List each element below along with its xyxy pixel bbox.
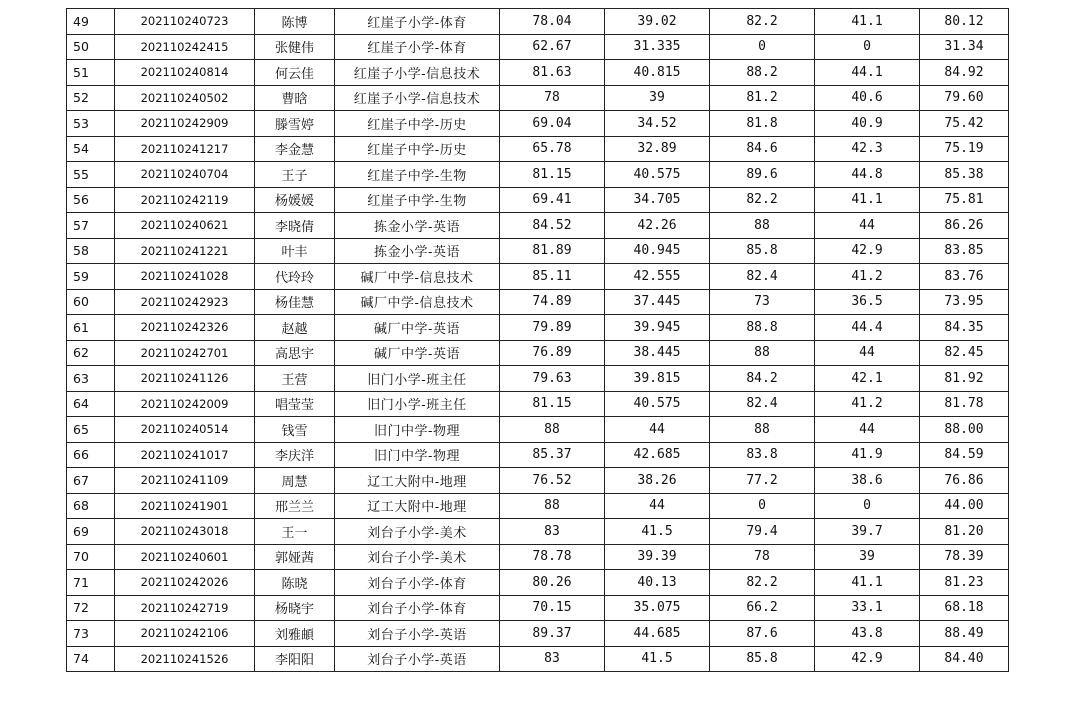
applied-position: 辽工大附中-地理 xyxy=(335,493,500,519)
written-score: 78.78 xyxy=(500,544,605,570)
candidate-name: 陈博 xyxy=(255,9,335,35)
table-row xyxy=(67,366,1009,392)
interview-weighted-score: 39 xyxy=(815,544,920,570)
interview-score: 88 xyxy=(710,417,815,443)
applied-position: 碱厂中学-英语 xyxy=(335,340,500,366)
interview-weighted-score: 0 xyxy=(815,493,920,519)
written-weighted-score: 44.685 xyxy=(605,621,710,647)
interview-score: 66.2 xyxy=(710,595,815,621)
interview-weighted-score: 43.8 xyxy=(815,621,920,647)
candidate-name: 赵越 xyxy=(255,315,335,341)
total-score: 88.49 xyxy=(920,621,1009,647)
applied-position: 旧门中学-物理 xyxy=(335,442,500,468)
candidate-name: 高思宇 xyxy=(255,340,335,366)
written-score: 85.11 xyxy=(500,264,605,290)
written-score: 83 xyxy=(500,519,605,545)
candidate-name: 代玲玲 xyxy=(255,264,335,290)
written-score: 84.52 xyxy=(500,213,605,239)
written-weighted-score: 42.555 xyxy=(605,264,710,290)
interview-weighted-score: 41.2 xyxy=(815,391,920,417)
total-score: 81.20 xyxy=(920,519,1009,545)
interview-score: 84.2 xyxy=(710,366,815,392)
candidate-id: 202110242119 xyxy=(115,187,255,213)
candidate-name: 张健伟 xyxy=(255,34,335,60)
table-row xyxy=(67,136,1009,162)
written-score: 69.04 xyxy=(500,111,605,137)
row-number: 52 xyxy=(67,85,115,111)
candidate-name: 王子 xyxy=(255,162,335,188)
interview-score: 82.4 xyxy=(710,391,815,417)
candidate-name: 李阳阳 xyxy=(255,646,335,672)
candidate-id: 202110240723 xyxy=(115,9,255,35)
candidate-name: 叶丰 xyxy=(255,238,335,264)
row-number: 74 xyxy=(67,646,115,672)
candidate-name: 唱莹莹 xyxy=(255,391,335,417)
written-score: 89.37 xyxy=(500,621,605,647)
row-number: 54 xyxy=(67,136,115,162)
written-weighted-score: 42.26 xyxy=(605,213,710,239)
table-row xyxy=(67,621,1009,647)
written-score: 78 xyxy=(500,85,605,111)
candidate-name: 何云佳 xyxy=(255,60,335,86)
row-number: 68 xyxy=(67,493,115,519)
interview-weighted-score: 44 xyxy=(815,417,920,443)
row-number: 64 xyxy=(67,391,115,417)
row-number: 60 xyxy=(67,289,115,315)
table-row xyxy=(67,289,1009,315)
written-weighted-score: 37.445 xyxy=(605,289,710,315)
row-number: 49 xyxy=(67,9,115,35)
table-row xyxy=(67,60,1009,86)
written-score: 69.41 xyxy=(500,187,605,213)
interview-score: 88 xyxy=(710,340,815,366)
candidate-id: 202110241109 xyxy=(115,468,255,494)
interview-weighted-score: 41.2 xyxy=(815,264,920,290)
written-score: 81.89 xyxy=(500,238,605,264)
interview-score: 85.8 xyxy=(710,646,815,672)
candidate-id: 202110241017 xyxy=(115,442,255,468)
candidate-id: 202110242009 xyxy=(115,391,255,417)
written-weighted-score: 38.26 xyxy=(605,468,710,494)
table-row xyxy=(67,646,1009,672)
written-weighted-score: 40.815 xyxy=(605,60,710,86)
row-number: 59 xyxy=(67,264,115,290)
applied-position: 刘台子小学-美术 xyxy=(335,519,500,545)
written-weighted-score: 31.335 xyxy=(605,34,710,60)
interview-weighted-score: 44 xyxy=(815,340,920,366)
written-score: 79.63 xyxy=(500,366,605,392)
candidate-id: 202110241221 xyxy=(115,238,255,264)
applied-position: 拣金小学-英语 xyxy=(335,238,500,264)
applied-position: 红崖子中学-历史 xyxy=(335,136,500,162)
interview-weighted-score: 42.3 xyxy=(815,136,920,162)
candidate-name: 陈晓 xyxy=(255,570,335,596)
applied-position: 红崖子小学-信息技术 xyxy=(335,85,500,111)
applied-position: 刘台子小学-体育 xyxy=(335,595,500,621)
total-score: 76.86 xyxy=(920,468,1009,494)
total-score: 81.92 xyxy=(920,366,1009,392)
written-weighted-score: 32.89 xyxy=(605,136,710,162)
candidate-id: 202110240814 xyxy=(115,60,255,86)
candidate-name: 邢兰兰 xyxy=(255,493,335,519)
row-number: 51 xyxy=(67,60,115,86)
row-number: 69 xyxy=(67,519,115,545)
interview-weighted-score: 44.1 xyxy=(815,60,920,86)
written-score: 88 xyxy=(500,417,605,443)
interview-weighted-score: 44.4 xyxy=(815,315,920,341)
written-weighted-score: 39.39 xyxy=(605,544,710,570)
interview-weighted-score: 39.7 xyxy=(815,519,920,545)
applied-position: 旧门小学-班主任 xyxy=(335,391,500,417)
table-row xyxy=(67,544,1009,570)
applied-position: 红崖子中学-生物 xyxy=(335,162,500,188)
written-weighted-score: 42.685 xyxy=(605,442,710,468)
row-number: 67 xyxy=(67,468,115,494)
candidate-name: 周慧 xyxy=(255,468,335,494)
row-number: 53 xyxy=(67,111,115,137)
interview-score: 82.4 xyxy=(710,264,815,290)
table-row xyxy=(67,315,1009,341)
total-score: 83.85 xyxy=(920,238,1009,264)
total-score: 85.38 xyxy=(920,162,1009,188)
total-score: 80.12 xyxy=(920,9,1009,35)
total-score: 81.78 xyxy=(920,391,1009,417)
applied-position: 辽工大附中-地理 xyxy=(335,468,500,494)
candidate-id: 202110242026 xyxy=(115,570,255,596)
total-score: 84.92 xyxy=(920,60,1009,86)
table-row xyxy=(67,417,1009,443)
interview-weighted-score: 33.1 xyxy=(815,595,920,621)
written-score: 81.15 xyxy=(500,391,605,417)
written-weighted-score: 41.5 xyxy=(605,519,710,545)
row-number: 50 xyxy=(67,34,115,60)
table-row xyxy=(67,391,1009,417)
candidate-id: 202110240704 xyxy=(115,162,255,188)
written-weighted-score: 40.945 xyxy=(605,238,710,264)
written-weighted-score: 44 xyxy=(605,493,710,519)
row-number: 65 xyxy=(67,417,115,443)
written-score: 65.78 xyxy=(500,136,605,162)
row-number: 66 xyxy=(67,442,115,468)
applied-position: 旧门小学-班主任 xyxy=(335,366,500,392)
interview-score: 88.8 xyxy=(710,315,815,341)
written-score: 70.15 xyxy=(500,595,605,621)
table-row xyxy=(67,111,1009,137)
row-number: 55 xyxy=(67,162,115,188)
candidate-id: 202110242415 xyxy=(115,34,255,60)
interview-score: 84.6 xyxy=(710,136,815,162)
applied-position: 红崖子中学-生物 xyxy=(335,187,500,213)
candidate-name: 杨佳慧 xyxy=(255,289,335,315)
candidate-name: 滕雪婷 xyxy=(255,111,335,137)
interview-weighted-score: 44.8 xyxy=(815,162,920,188)
applied-position: 红崖子中学-历史 xyxy=(335,111,500,137)
interview-weighted-score: 36.5 xyxy=(815,289,920,315)
row-number: 72 xyxy=(67,595,115,621)
interview-score: 88.2 xyxy=(710,60,815,86)
total-score: 44.00 xyxy=(920,493,1009,519)
total-score: 88.00 xyxy=(920,417,1009,443)
written-weighted-score: 39.945 xyxy=(605,315,710,341)
written-score: 80.26 xyxy=(500,570,605,596)
interview-score: 73 xyxy=(710,289,815,315)
candidate-id: 202110240601 xyxy=(115,544,255,570)
table-row xyxy=(67,519,1009,545)
applied-position: 刘台子小学-英语 xyxy=(335,621,500,647)
total-score: 83.76 xyxy=(920,264,1009,290)
written-score: 81.63 xyxy=(500,60,605,86)
candidate-name: 李金慧 xyxy=(255,136,335,162)
table-row xyxy=(67,442,1009,468)
table-row xyxy=(67,340,1009,366)
interview-weighted-score: 41.1 xyxy=(815,187,920,213)
written-weighted-score: 39.815 xyxy=(605,366,710,392)
candidate-name: 钱雪 xyxy=(255,417,335,443)
interview-score: 0 xyxy=(710,493,815,519)
interview-weighted-score: 42.1 xyxy=(815,366,920,392)
interview-score: 77.2 xyxy=(710,468,815,494)
written-score: 76.89 xyxy=(500,340,605,366)
written-weighted-score: 39 xyxy=(605,85,710,111)
row-number: 63 xyxy=(67,366,115,392)
table-row xyxy=(67,493,1009,519)
interview-weighted-score: 0 xyxy=(815,34,920,60)
total-score: 84.59 xyxy=(920,442,1009,468)
candidate-id: 202110242923 xyxy=(115,289,255,315)
table-row xyxy=(67,85,1009,111)
applied-position: 刘台子小学-英语 xyxy=(335,646,500,672)
candidate-name: 曹晗 xyxy=(255,85,335,111)
table-row xyxy=(67,264,1009,290)
written-weighted-score: 40.13 xyxy=(605,570,710,596)
written-weighted-score: 41.5 xyxy=(605,646,710,672)
interview-weighted-score: 44 xyxy=(815,213,920,239)
candidate-id: 202110241028 xyxy=(115,264,255,290)
written-weighted-score: 35.075 xyxy=(605,595,710,621)
candidate-id: 202110242326 xyxy=(115,315,255,341)
row-number: 71 xyxy=(67,570,115,596)
table-row xyxy=(67,595,1009,621)
table-row xyxy=(67,187,1009,213)
interview-weighted-score: 42.9 xyxy=(815,646,920,672)
written-score: 83 xyxy=(500,646,605,672)
total-score: 75.19 xyxy=(920,136,1009,162)
applied-position: 碱厂中学-信息技术 xyxy=(335,264,500,290)
row-number: 56 xyxy=(67,187,115,213)
total-score: 86.26 xyxy=(920,213,1009,239)
applied-position: 红崖子小学-体育 xyxy=(335,9,500,35)
written-score: 85.37 xyxy=(500,442,605,468)
written-weighted-score: 34.705 xyxy=(605,187,710,213)
table-row xyxy=(67,213,1009,239)
total-score: 84.35 xyxy=(920,315,1009,341)
interview-score: 81.8 xyxy=(710,111,815,137)
interview-score: 82.2 xyxy=(710,187,815,213)
written-score: 79.89 xyxy=(500,315,605,341)
applied-position: 刘台子小学-体育 xyxy=(335,570,500,596)
interview-score: 78 xyxy=(710,544,815,570)
candidate-name: 杨晓宇 xyxy=(255,595,335,621)
total-score: 31.34 xyxy=(920,34,1009,60)
candidate-name: 王一 xyxy=(255,519,335,545)
interview-score: 81.2 xyxy=(710,85,815,111)
interview-score: 87.6 xyxy=(710,621,815,647)
candidate-id: 202110241901 xyxy=(115,493,255,519)
interview-score: 82.2 xyxy=(710,570,815,596)
row-number: 70 xyxy=(67,544,115,570)
total-score: 84.40 xyxy=(920,646,1009,672)
interview-weighted-score: 40.6 xyxy=(815,85,920,111)
written-weighted-score: 44 xyxy=(605,417,710,443)
total-score: 81.23 xyxy=(920,570,1009,596)
interview-weighted-score: 40.9 xyxy=(815,111,920,137)
candidate-name: 李晓倩 xyxy=(255,213,335,239)
candidate-name: 杨媛媛 xyxy=(255,187,335,213)
candidate-id: 202110241126 xyxy=(115,366,255,392)
candidate-id: 202110240621 xyxy=(115,213,255,239)
interview-weighted-score: 41.1 xyxy=(815,570,920,596)
written-weighted-score: 40.575 xyxy=(605,162,710,188)
written-weighted-score: 38.445 xyxy=(605,340,710,366)
written-weighted-score: 40.575 xyxy=(605,391,710,417)
table-row xyxy=(67,468,1009,494)
applied-position: 红崖子小学-体育 xyxy=(335,34,500,60)
interview-score: 79.4 xyxy=(710,519,815,545)
candidate-id: 202110242909 xyxy=(115,111,255,137)
row-number: 61 xyxy=(67,315,115,341)
applied-position: 旧门中学-物理 xyxy=(335,417,500,443)
interview-score: 89.6 xyxy=(710,162,815,188)
written-score: 74.89 xyxy=(500,289,605,315)
table-row xyxy=(67,570,1009,596)
total-score: 82.45 xyxy=(920,340,1009,366)
total-score: 75.42 xyxy=(920,111,1009,137)
interview-weighted-score: 41.1 xyxy=(815,9,920,35)
applied-position: 碱厂中学-英语 xyxy=(335,315,500,341)
interview-weighted-score: 41.9 xyxy=(815,442,920,468)
row-number: 58 xyxy=(67,238,115,264)
table-row xyxy=(67,34,1009,60)
row-number: 62 xyxy=(67,340,115,366)
written-weighted-score: 34.52 xyxy=(605,111,710,137)
score-table xyxy=(66,8,1009,672)
table-row xyxy=(67,162,1009,188)
candidate-name: 郭娅茜 xyxy=(255,544,335,570)
interview-score: 83.8 xyxy=(710,442,815,468)
written-score: 88 xyxy=(500,493,605,519)
interview-weighted-score: 38.6 xyxy=(815,468,920,494)
candidate-id: 202110242719 xyxy=(115,595,255,621)
candidate-id: 202110241217 xyxy=(115,136,255,162)
total-score: 68.18 xyxy=(920,595,1009,621)
written-weighted-score: 39.02 xyxy=(605,9,710,35)
candidate-id: 202110242701 xyxy=(115,340,255,366)
candidate-id: 202110240514 xyxy=(115,417,255,443)
row-number: 73 xyxy=(67,621,115,647)
candidate-id: 202110243018 xyxy=(115,519,255,545)
candidate-id: 202110241526 xyxy=(115,646,255,672)
written-score: 78.04 xyxy=(500,9,605,35)
interview-score: 85.8 xyxy=(710,238,815,264)
applied-position: 碱厂中学-信息技术 xyxy=(335,289,500,315)
applied-position: 刘台子小学-美术 xyxy=(335,544,500,570)
written-score: 76.52 xyxy=(500,468,605,494)
applied-position: 红崖子小学-信息技术 xyxy=(335,60,500,86)
interview-score: 0 xyxy=(710,34,815,60)
candidate-id: 202110242106 xyxy=(115,621,255,647)
written-score: 62.67 xyxy=(500,34,605,60)
total-score: 73.95 xyxy=(920,289,1009,315)
row-number: 57 xyxy=(67,213,115,239)
total-score: 78.39 xyxy=(920,544,1009,570)
table-row xyxy=(67,9,1009,35)
table-row xyxy=(67,238,1009,264)
total-score: 75.81 xyxy=(920,187,1009,213)
candidate-id: 202110240502 xyxy=(115,85,255,111)
applied-position: 拣金小学-英语 xyxy=(335,213,500,239)
interview-weighted-score: 42.9 xyxy=(815,238,920,264)
interview-score: 88 xyxy=(710,213,815,239)
written-score: 81.15 xyxy=(500,162,605,188)
total-score: 79.60 xyxy=(920,85,1009,111)
candidate-name: 刘雅頔 xyxy=(255,621,335,647)
candidate-name: 李庆洋 xyxy=(255,442,335,468)
candidate-name: 王营 xyxy=(255,366,335,392)
interview-score: 82.2 xyxy=(710,9,815,35)
